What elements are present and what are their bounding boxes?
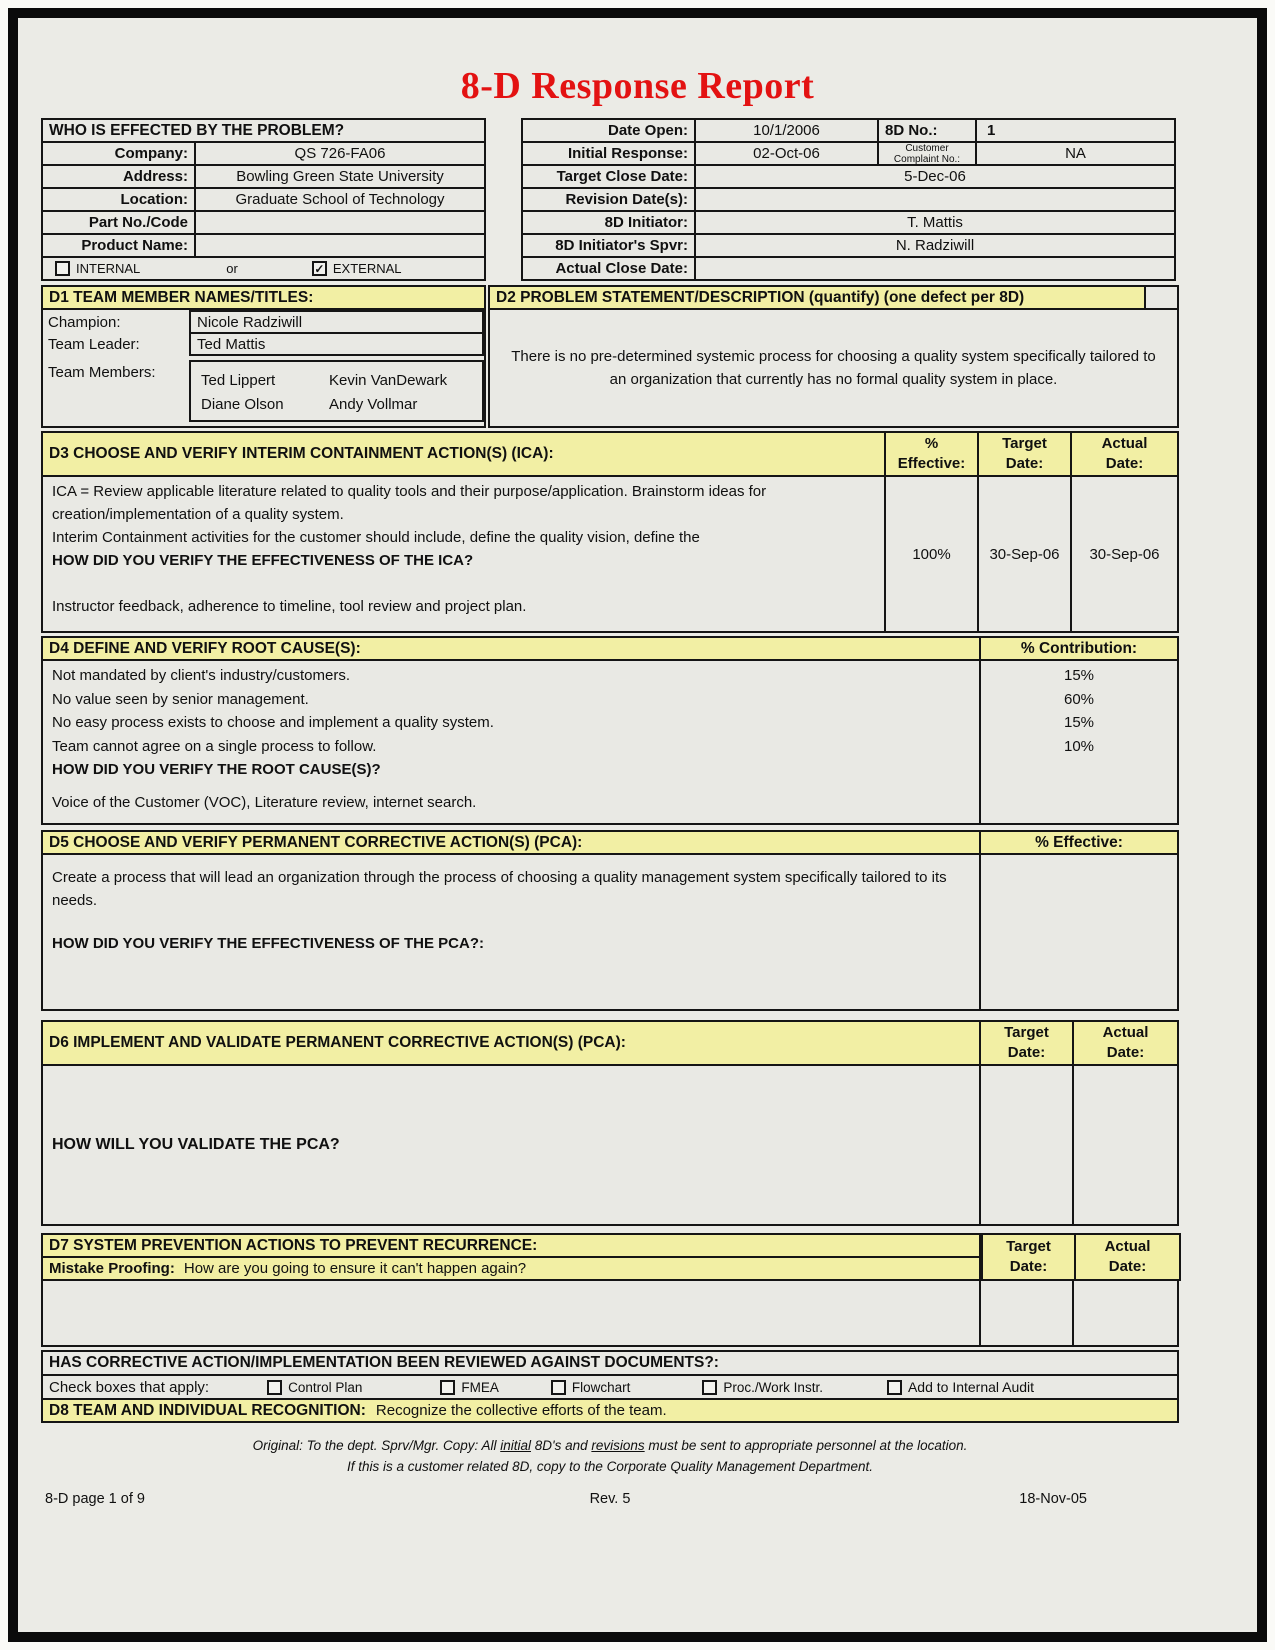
team-members-field[interactable]: Ted Lippert Kevin VanDewark Diane Olson Andy Vollmar: [189, 360, 484, 422]
d7-col-actual: Actual Date:: [1074, 1233, 1181, 1281]
company-label: Company:: [41, 141, 196, 166]
d7-col-target: Target Date:: [981, 1233, 1076, 1281]
review-section: [41, 1350, 1179, 1423]
8d-no-label: 8D No.:: [877, 118, 977, 143]
d6-target-date-field[interactable]: [979, 1064, 1074, 1226]
d6-col-actual: Actual Date:: [1072, 1020, 1179, 1066]
d7-body[interactable]: [41, 1279, 981, 1347]
fmea-checkbox[interactable]: [440, 1380, 455, 1395]
d5-section: [41, 830, 1179, 1011]
external-label: EXTERNAL: [332, 261, 402, 276]
footer-date: 18-Nov-05: [1019, 1491, 1087, 1507]
d8-heading: D8 TEAM AND INDIVIDUAL RECOGNITION: Recognize the collective efforts of the team.: [41, 1398, 1179, 1423]
address-field[interactable]: Bowling Green State University: [194, 164, 486, 189]
d4-section: [41, 636, 1179, 825]
report-form: [41, 118, 1179, 1511]
customer-complaint-label: Customer Complaint No.:: [877, 141, 977, 166]
fmea-label: FMEA: [461, 1379, 499, 1395]
proc-work-instr-checkbox[interactable]: [702, 1380, 717, 1395]
location-field[interactable]: Graduate School of Technology: [194, 187, 486, 212]
d3-section: [41, 431, 1179, 633]
check-boxes-label: Check boxes that apply:: [49, 1378, 210, 1396]
d1-d2-block: [41, 285, 1179, 428]
company-field[interactable]: QS 726-FA06: [194, 141, 486, 166]
page-number: 8-D page 1 of 9: [45, 1491, 145, 1507]
d3-heading: D3 CHOOSE AND VERIFY INTERIM CONTAINMENT ACTION(S) (ICA):: [41, 431, 886, 477]
champion-label: Champion:: [48, 313, 121, 331]
d2-statement[interactable]: There is no pre-determined systemic process for choosing a quality system specifically tailored to an organization that currently has no formal quality system in place.: [488, 308, 1179, 428]
team-leader-label: Team Leader:: [48, 335, 140, 353]
part-no-label: Part No./Code: [41, 210, 196, 235]
target-close-field[interactable]: 5-Dec-06: [694, 164, 1176, 189]
product-name-label: Product Name:: [41, 233, 196, 258]
or-label: or: [226, 261, 238, 276]
customer-complaint-field[interactable]: NA: [975, 141, 1176, 166]
review-checkbox-row: [41, 1374, 1179, 1400]
location-label: Location:: [41, 187, 196, 212]
initiator-spvr-label: 8D Initiator's Spvr:: [521, 233, 696, 258]
date-open-field[interactable]: 10/1/2006: [694, 118, 879, 143]
who-effected-heading: WHO IS EFFECTED BY THE PROBLEM?: [41, 118, 486, 143]
team-members-label: Team Members:: [48, 364, 156, 381]
d6-actual-date-field[interactable]: [1072, 1064, 1179, 1226]
team-leader-field[interactable]: Ted Mattis: [189, 332, 484, 356]
d2-heading: D2 PROBLEM STATEMENT/DESCRIPTION (quantify) (one defect per 8D): [488, 285, 1146, 310]
d3-col-target: Target Date:: [977, 431, 1072, 477]
d7-section: [41, 1233, 1179, 1347]
initial-response-field[interactable]: 02-Oct-06: [694, 141, 879, 166]
8d-no-field[interactable]: 1: [975, 118, 1176, 143]
d6-section: [41, 1020, 1179, 1226]
header-block: [41, 118, 1179, 281]
internal-checkbox[interactable]: [55, 261, 70, 276]
d3-target-date-field[interactable]: 30-Sep-06: [977, 475, 1072, 633]
flowchart-label: Flowchart: [571, 1379, 631, 1395]
part-no-field[interactable]: [194, 210, 486, 235]
d3-body[interactable]: ICA = Review applicable literature related to quality tools and their purpose/application. Brainstorm ideas for creation/implementation of a quality system. Interim Containment activities for the customer should include, define the quality vision, define the HOW DID YOU VERIFY THE EFFECTIVENESS OF THE ICA? Instructor feedback, adherence to timeline, tool review and project plan.: [41, 475, 886, 633]
d2-section: [488, 285, 1179, 428]
control-plan-label: Control Plan: [288, 1379, 363, 1395]
header-gap: [486, 118, 521, 281]
d6-col-target: Target Date:: [979, 1020, 1074, 1066]
revision-dates-label: Revision Date(s):: [521, 187, 696, 212]
internal-external-row: [41, 256, 486, 281]
champion-field[interactable]: Nicole Radziwill: [189, 310, 484, 334]
d5-body[interactable]: Create a process that will lead an organization through the process of choosing a quality management system specifically tailored to its needs. HOW DID YOU VERIFY THE EFFECTIVENESS OF THE PCA?:: [41, 853, 981, 1011]
initiator-field[interactable]: T. Mattis: [694, 210, 1176, 235]
d1-section: [41, 285, 486, 428]
d1-heading: D1 TEAM MEMBER NAMES/TITLES:: [41, 285, 486, 310]
initial-response-label: Initial Response:: [521, 141, 696, 166]
d5-effective-field[interactable]: [979, 853, 1179, 1011]
d4-contribution-fields[interactable]: 15% 60% 15% 10%: [979, 659, 1179, 825]
d5-col-effective: % Effective:: [979, 830, 1179, 855]
review-heading: HAS CORRECTIVE ACTION/IMPLEMENTATION BEEN REVIEWED AGAINST DOCUMENTS?:: [41, 1350, 1179, 1376]
d6-heading: D6 IMPLEMENT AND VALIDATE PERMANENT CORRECTIVE ACTION(S) (PCA):: [41, 1020, 981, 1066]
internal-audit-checkbox[interactable]: [887, 1380, 902, 1395]
revision-number: Rev. 5: [589, 1491, 631, 1507]
initiator-label: 8D Initiator:: [521, 210, 696, 235]
d4-body[interactable]: Not mandated by client's industry/customers. No value seen by senior management. No easy process exists to choose and implement a quality system. Team cannot agree on a single process to follow. HOW DID YOU VERIFY THE ROOT CAUSE(S)? Voice of the Customer (VOC), Literature review, internet search.: [41, 659, 981, 825]
product-name-field[interactable]: [194, 233, 486, 258]
footer-line-1: Original: To the dept. Sprv/Mgr. Copy: All initial 8D's and revisions must be sent to appropriate personnel at the location.: [252, 1438, 968, 1453]
d4-col-contribution: % Contribution:: [979, 636, 1179, 661]
flowchart-checkbox[interactable]: [551, 1380, 566, 1395]
address-label: Address:: [41, 164, 196, 189]
external-checkbox[interactable]: [312, 261, 327, 276]
d1-body: [41, 308, 486, 428]
header-left: [41, 118, 486, 281]
footer-note: [41, 1435, 1179, 1477]
proc-work-instr-label: Proc./Work Instr.: [723, 1379, 823, 1395]
d5-heading: D5 CHOOSE AND VERIFY PERMANENT CORRECTIVE ACTION(S) (PCA):: [41, 830, 981, 855]
d4-heading: D4 DEFINE AND VERIFY ROOT CAUSE(S):: [41, 636, 981, 661]
d7-target-date-field[interactable]: [979, 1279, 1074, 1347]
page-frame: [8, 8, 1267, 1642]
footer-line-2: If this is a customer related 8D, copy to the Corporate Quality Management Department.: [347, 1459, 873, 1474]
d7-heading: D7 SYSTEM PREVENTION ACTIONS TO PREVENT RECURRENCE:: [41, 1233, 981, 1258]
actual-close-label: Actual Close Date:: [521, 256, 696, 281]
d7-actual-date-field[interactable]: [1072, 1279, 1179, 1347]
d3-actual-date-field[interactable]: 30-Sep-06: [1070, 475, 1179, 633]
revision-dates-field[interactable]: [694, 187, 1176, 212]
date-open-label: Date Open:: [521, 118, 696, 143]
control-plan-checkbox[interactable]: [267, 1380, 282, 1395]
d7-mistake-proofing-row: Mistake Proofing: How are you going to ensure it can't happen again?: [41, 1256, 981, 1281]
d3-col-actual: Actual Date:: [1070, 431, 1179, 477]
report-title: 8-D Response Report: [460, 65, 815, 107]
internal-audit-label: Add to Internal Audit: [907, 1379, 1035, 1395]
actual-close-field[interactable]: [694, 256, 1176, 281]
initiator-spvr-field[interactable]: N. Radziwill: [694, 233, 1176, 258]
header-right: [521, 118, 1176, 281]
d3-effective-field[interactable]: 100%: [884, 475, 979, 633]
page-info-row: [41, 1491, 1179, 1511]
d3-col-effective: % Effective:: [884, 431, 979, 477]
internal-label: INTERNAL: [76, 261, 141, 276]
d6-body[interactable]: HOW WILL YOU VALIDATE THE PCA?: [41, 1064, 981, 1226]
target-close-label: Target Close Date:: [521, 164, 696, 189]
d2-heading-filler: [1144, 285, 1179, 310]
